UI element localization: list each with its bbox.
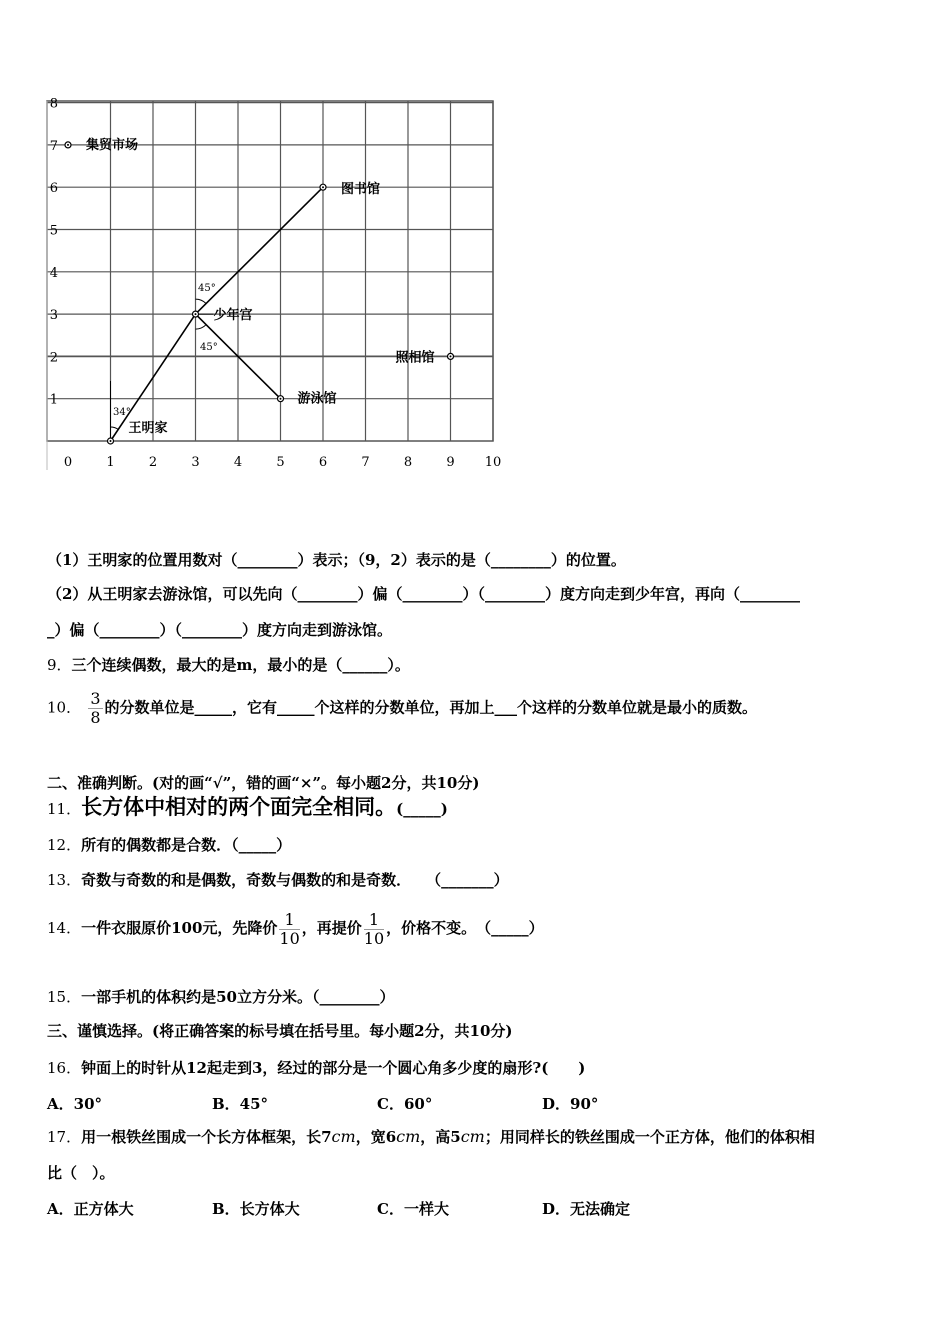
option-b: B．45° <box>212 1095 269 1113</box>
y-tick-label: 2 <box>49 350 58 366</box>
numerator: 3 <box>90 689 101 708</box>
angle-label: 45° <box>198 283 216 294</box>
y-tick-label: 5 <box>49 223 58 239</box>
angle-arc <box>196 325 207 329</box>
question-13 <box>47 870 509 890</box>
y-tick-label: 1 <box>49 392 58 408</box>
question-16 <box>47 1058 585 1078</box>
location-point-center <box>280 398 282 400</box>
denominator: 10 <box>363 928 385 948</box>
question-number: 11． <box>47 800 82 818</box>
x-tick-label: 4 <box>233 455 243 470</box>
question-text: 钟面上的时针从12起走到3，经过的部分是一个圆心角多少度的扇形?( ) <box>81 1059 586 1077</box>
question-8-part-2b: _）偏（________）（________）度方向走到游泳馆。 <box>47 621 393 639</box>
question-text: 用一根铁丝围成一个长方体框架，长7 <box>81 1128 332 1146</box>
angle-label: 45° <box>200 342 218 353</box>
x-tick-label: 6 <box>318 455 328 470</box>
option-b: B．长方体大 <box>212 1200 300 1218</box>
question-number: 15． <box>47 988 82 1006</box>
angle-label: 34° <box>113 407 131 418</box>
question-12 <box>47 835 291 855</box>
y-tick-label: 8 <box>49 96 58 112</box>
location-point-center <box>110 440 112 442</box>
question-14 <box>47 908 544 948</box>
location-point-center <box>195 313 197 315</box>
fraction-1-10 <box>279 911 299 948</box>
fraction-3-8 <box>88 690 102 727</box>
location-label: 照相馆 <box>395 350 435 366</box>
location-point-center <box>322 186 324 188</box>
x-tick-label: 9 <box>446 455 455 470</box>
y-tick-label: 6 <box>49 181 58 197</box>
location-label: 图书馆 <box>341 182 381 198</box>
numerator: 1 <box>279 911 299 930</box>
denominator: 8 <box>90 708 101 727</box>
angle-arc <box>111 427 119 430</box>
y-tick-label: 4 <box>49 265 58 281</box>
x-tick-label: 1 <box>106 455 115 470</box>
angle-arc <box>196 299 207 303</box>
option-c: C．一样大 <box>377 1200 449 1218</box>
unit-cm: cm <box>331 1127 356 1146</box>
answer-blank: (_____) <box>396 800 448 818</box>
location-label: 集贸市场 <box>86 137 139 153</box>
question-10 <box>47 690 757 727</box>
question-text: 所有的偶数都是合数．（_____） <box>81 836 292 854</box>
route-line <box>196 187 324 314</box>
location-point-center <box>67 144 69 146</box>
question-text: ，宽6 <box>355 1128 397 1146</box>
coordinate-grid-map <box>0 0 520 480</box>
question-text: 一件衣服原价100元，先降价 <box>81 919 278 937</box>
question-text: ，价格不变。 （_____） <box>386 919 544 937</box>
question-number: 17． <box>47 1128 82 1146</box>
question-17 <box>47 1127 815 1147</box>
x-tick-label: 2 <box>148 455 158 470</box>
question-15 <box>47 987 394 1007</box>
y-tick-label: 3 <box>49 308 58 324</box>
question-text: 一部手机的体积约是50立方分米。（________） <box>81 988 395 1006</box>
question-17-line-2: 比（ ）。 <box>47 1164 115 1182</box>
x-tick-label: 0 <box>63 455 73 470</box>
question-11 <box>47 797 448 819</box>
question-text: 奇数与奇数的和是偶数，奇数与偶数的和是奇数． （_______） <box>81 871 509 889</box>
denominator: 10 <box>279 928 300 948</box>
question-text: ，高5 <box>420 1128 461 1146</box>
x-tick-label: 5 <box>276 455 285 470</box>
question-text: 长方体中相对的两个面完全相同。 <box>81 795 397 819</box>
question-number: 16． <box>47 1059 82 1077</box>
section-3-heading: 三、谨慎选择。(将正确答案的标号填在括号里。每小题2分，共10分) <box>47 1022 513 1040</box>
location-label: 王明家 <box>128 421 168 436</box>
unit-cm: cm <box>396 1127 421 1146</box>
question-number: 10． <box>47 698 82 717</box>
question-number: 14． <box>47 919 82 937</box>
section-2-heading: 二、准确判断。(对的画“√”，错的画“×”。每小题2分，共10分) <box>47 774 480 792</box>
x-tick-label: 7 <box>361 455 370 470</box>
option-c: C．60° <box>377 1095 433 1113</box>
question-number: 12． <box>47 836 82 854</box>
option-a: A．30° <box>47 1095 103 1113</box>
option-d: D．无法确定 <box>542 1200 631 1218</box>
option-a: A．正方体大 <box>47 1200 134 1218</box>
question-9 <box>47 655 410 675</box>
question-text: 三个连续偶数，最大的是m，最小的是（______）。 <box>71 656 410 674</box>
question-text: ，再提价 <box>301 919 362 937</box>
question-text: 的分数单位是_____，它有_____个这样的分数单位，再加上___个这样的分数单位就是最小的质数。 <box>104 698 758 717</box>
question-8-part-2a: （2）从王明家去游泳馆，可以先向（________）偏（________）（________）度方向走到少年宫，再向（________ <box>47 585 800 603</box>
x-tick-label: 3 <box>191 455 200 470</box>
x-tick-label: 8 <box>403 455 413 470</box>
question-number: 13． <box>47 871 82 889</box>
numerator: 1 <box>364 911 384 930</box>
x-tick-label: 10 <box>484 455 502 470</box>
location-label: 少年宫 <box>213 308 253 324</box>
option-d: D．90° <box>542 1095 599 1113</box>
location-label: 游泳馆 <box>297 391 337 407</box>
question-number: 9． <box>47 656 72 674</box>
location-point-center <box>450 355 452 357</box>
question-text: ；用同样长的铁丝围成一个正方体，他们的体积相 <box>484 1128 815 1146</box>
question-8-part-1: （1）王明家的位置用数对（________）表示；（9，2）表示的是（________）的位置。 <box>47 551 626 569</box>
fraction-1-10 <box>364 911 384 948</box>
unit-cm: cm <box>460 1127 485 1146</box>
y-tick-label: 7 <box>49 138 58 154</box>
